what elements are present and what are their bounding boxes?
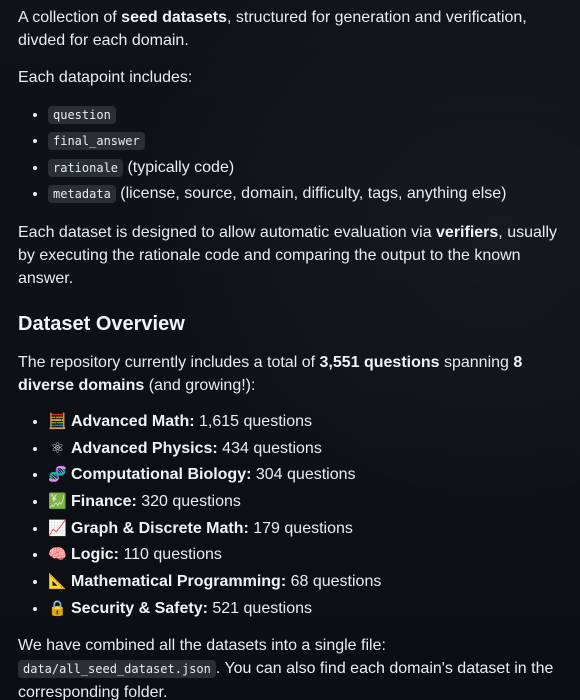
domains-list	[18, 409, 562, 623]
intro-bold: seed datasets	[121, 9, 228, 26]
chart-yen-icon: 💹	[48, 492, 67, 510]
list-item: • 📈 Graph & Discrete Math: 179 questions	[48, 516, 562, 543]
list-item: • 📐 Mathematical Programming: 68 questions	[48, 569, 562, 596]
chart-increasing-icon: 📈	[48, 519, 67, 537]
includes-label: Each datapoint includes:	[18, 69, 193, 87]
list-item: • 🧮 Advanced Math: 1,615 questions	[48, 409, 562, 436]
intro-paragraph: A collection of seed datasets, structured for generation and verification, divded for each domain.	[18, 9, 527, 50]
field-code: metadata	[48, 185, 116, 203]
repo-paragraph: The repository currently includes a total of 3,551 questions spanning 8 diverse domains (and growing!):	[18, 353, 523, 394]
list-item: • 🔒 Security & Safety: 521 questions	[48, 596, 562, 623]
fields-list	[18, 102, 562, 208]
verifiers-paragraph: Each dataset is designed to allow automatic evaluation via verifiers, usually by executing the rationale code and comparing the output to the known answer.	[18, 223, 557, 288]
combined-paragraph: We have combined all the datasets into a single file: data/all_seed_dataset.json . You can also find each domain's dataset in the corresponding folder.	[18, 637, 554, 700]
question-total: 3,551 questions	[319, 353, 440, 371]
lock-icon: 🔒	[48, 599, 67, 617]
list-item	[48, 102, 562, 129]
list-item: • 💹 Finance: 320 questions	[48, 489, 562, 516]
list-item: • ⚛ Advanced Physics: 434 questions	[48, 436, 562, 463]
list-item: • 🧠 Logic: 110 questions	[48, 542, 562, 569]
dna-icon: 🧬	[48, 466, 67, 484]
overview-heading: Dataset Overview	[18, 312, 185, 335]
list-item: • metadata (license, source, domain, difficulty, tags, anything else)	[48, 181, 562, 208]
list-item	[48, 128, 562, 155]
list-item: • 🧬 Computational Biology: 304 questions	[48, 462, 562, 489]
field-code: final_answer	[48, 132, 145, 150]
domain-total: 8 diverse domains	[18, 353, 523, 394]
field-code: rationale	[48, 159, 123, 177]
atom-icon: ⚛	[50, 439, 65, 457]
list-item: • rationale (typically code)	[48, 155, 562, 182]
combined-file-path: data/all_seed_dataset.json	[18, 660, 216, 678]
field-code: question	[48, 106, 116, 124]
abacus-icon: 🧮	[48, 412, 67, 430]
triangular-ruler-icon: 📐	[48, 573, 67, 590]
brain-icon: 🧠	[48, 546, 67, 564]
verifiers-bold: verifiers	[436, 223, 499, 241]
